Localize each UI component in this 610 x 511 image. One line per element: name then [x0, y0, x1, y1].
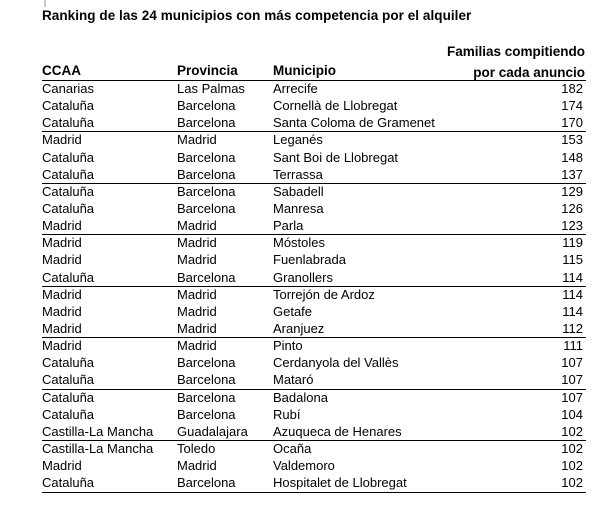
cell-provincia: Madrid	[177, 286, 217, 302]
table-row	[0, 80, 610, 97]
cell-provincia: Barcelona	[177, 355, 236, 371]
cell-ccaa: Cataluña	[42, 166, 95, 182]
cell-provincia: Barcelona	[177, 269, 236, 285]
cell-municipio: Mataró	[273, 372, 314, 388]
cell-municipio: Terrassa	[273, 166, 323, 182]
cell-provincia: Madrid	[177, 458, 217, 474]
cell-familias: 115	[562, 252, 583, 268]
cell-ccaa: Cataluña	[42, 98, 95, 114]
cell-ccaa: Cataluña	[42, 406, 95, 422]
cell-familias: 182	[561, 81, 583, 96]
cell-ccaa: Cataluña	[42, 200, 95, 216]
cell-municipio: Badalona	[273, 389, 328, 405]
cell-provincia: Madrid	[177, 338, 217, 354]
group-rule	[42, 286, 586, 287]
column-header-ccaa: CCAA	[42, 63, 81, 78]
cell-ccaa: Madrid	[42, 303, 82, 319]
page-title: Ranking de las 24 municipios con más competencia por el alquiler	[42, 8, 472, 23]
column-header-provincia: Provincia	[177, 63, 238, 78]
cell-municipio: Parla	[273, 218, 304, 234]
cell-municipio: Móstoles	[273, 235, 326, 251]
group-rule	[42, 183, 586, 184]
table-row	[0, 251, 610, 268]
cell-municipio: Leganés	[273, 132, 323, 148]
group-rule	[42, 389, 586, 390]
cell-familias: 137	[561, 166, 583, 182]
cell-familias: 119	[562, 235, 583, 251]
cell-familias: 114	[562, 286, 583, 302]
cell-provincia: Barcelona	[177, 475, 236, 491]
group-rule	[42, 234, 586, 235]
cell-ccaa: Madrid	[42, 252, 82, 268]
cell-provincia: Madrid	[177, 303, 217, 319]
column-header-familias	[385, 41, 585, 83]
cell-familias: 112	[562, 320, 583, 336]
group-rule	[42, 131, 586, 132]
table-row	[0, 474, 610, 491]
table-row	[0, 354, 610, 371]
cell-familias: 107	[561, 355, 583, 371]
cell-familias: 111	[563, 338, 583, 354]
table-row	[0, 166, 610, 183]
cell-familias: 153	[561, 132, 583, 148]
cell-provincia: Madrid	[177, 320, 217, 336]
cell-municipio: Ocaña	[273, 440, 312, 456]
cell-familias: 102	[561, 475, 583, 491]
cell-provincia: Barcelona	[177, 406, 236, 422]
cell-municipio: Getafe	[273, 303, 313, 319]
table-row	[0, 371, 610, 388]
table-row	[0, 97, 610, 114]
table-row	[0, 457, 610, 474]
cell-municipio: Rubí	[273, 406, 301, 422]
cell-municipio: Azuqueca de Henares	[273, 423, 402, 439]
cell-provincia: Madrid	[177, 252, 217, 268]
cell-municipio: Manresa	[273, 200, 324, 216]
cell-provincia: Madrid	[177, 132, 217, 148]
cell-ccaa: Cataluña	[42, 355, 95, 371]
cell-provincia: Barcelona	[177, 372, 236, 388]
cell-municipio: Fuenlabrada	[273, 252, 346, 268]
cell-provincia: Barcelona	[177, 149, 236, 165]
cell-ccaa: Cataluña	[42, 372, 95, 388]
group-rule	[42, 492, 586, 493]
cell-familias: 123	[561, 218, 583, 234]
cell-municipio: Sant Boi de Llobregat	[273, 149, 399, 165]
cell-familias: 174	[561, 98, 583, 114]
table-row	[0, 183, 610, 200]
cell-provincia: Barcelona	[177, 166, 236, 182]
cell-ccaa: Cataluña	[42, 475, 95, 491]
cell-ccaa: Cataluña	[42, 389, 95, 405]
cell-municipio: Aranjuez	[273, 320, 325, 336]
cell-municipio: Arrecife	[273, 81, 318, 96]
table-row	[0, 303, 610, 320]
cell-provincia: Barcelona	[177, 200, 236, 216]
cell-familias: 107	[561, 389, 583, 405]
cell-provincia: Las Palmas	[177, 81, 245, 96]
cell-familias: 102	[561, 440, 583, 456]
group-rule	[42, 440, 586, 441]
cell-ccaa: Madrid	[42, 458, 82, 474]
cell-familias: 129	[561, 183, 583, 199]
cell-municipio: Sabadell	[273, 183, 324, 199]
cell-ccaa: Castilla-La Mancha	[42, 423, 154, 439]
cell-ccaa: Madrid	[42, 286, 82, 302]
cell-provincia: Barcelona	[177, 183, 236, 199]
cell-provincia: Madrid	[177, 235, 217, 251]
table-row	[0, 286, 610, 303]
cell-familias: 114	[562, 303, 583, 319]
table-row	[0, 114, 610, 131]
table-row	[0, 389, 610, 406]
cell-provincia: Barcelona	[177, 115, 236, 131]
table-row	[0, 217, 610, 234]
column-header-municipio: Municipio	[273, 63, 336, 78]
cell-municipio: Torrejón de Ardoz	[273, 286, 375, 302]
margin-marker	[44, 0, 46, 7]
cell-municipio: Valdemoro	[273, 458, 335, 474]
cell-ccaa: Canarias	[42, 81, 95, 96]
table-row	[0, 269, 610, 286]
group-rule	[42, 337, 586, 338]
table-row	[0, 149, 610, 166]
cell-familias: 102	[561, 423, 583, 439]
cell-provincia: Barcelona	[177, 389, 236, 405]
cell-provincia: Barcelona	[177, 98, 236, 114]
cell-familias: 148	[561, 149, 583, 165]
cell-familias: 170	[561, 115, 583, 131]
table-row	[0, 337, 610, 354]
table-row	[0, 234, 610, 251]
cell-municipio: Pinto	[273, 338, 303, 354]
column-header-familias-line2: por cada anuncio	[473, 65, 585, 80]
cell-ccaa: Madrid	[42, 132, 82, 148]
cell-ccaa: Cataluña	[42, 183, 95, 199]
table-row	[0, 320, 610, 337]
cell-ccaa: Cataluña	[42, 115, 95, 131]
cell-ccaa: Madrid	[42, 338, 82, 354]
table-row	[0, 423, 610, 440]
table-row	[0, 200, 610, 217]
cell-familias: 114	[562, 269, 583, 285]
cell-municipio: Cornellà de Llobregat	[273, 98, 398, 114]
cell-ccaa: Madrid	[42, 320, 82, 336]
table-row	[0, 406, 610, 423]
cell-provincia: Guadalajara	[177, 423, 248, 439]
cell-ccaa: Cataluña	[42, 269, 95, 285]
cell-municipio: Santa Coloma de Gramenet	[273, 115, 435, 131]
cell-municipio: Hospitalet de Llobregat	[273, 475, 407, 491]
cell-familias: 104	[561, 406, 583, 422]
cell-familias: 126	[561, 200, 583, 216]
cell-provincia: Madrid	[177, 218, 217, 234]
cell-familias: 107	[561, 372, 583, 388]
cell-municipio: Cerdanyola del Vallès	[273, 355, 399, 371]
cell-municipio: Granollers	[273, 269, 333, 285]
cell-provincia: Toledo	[177, 440, 216, 456]
table-row	[0, 440, 610, 457]
cell-ccaa: Cataluña	[42, 149, 95, 165]
cell-ccaa: Madrid	[42, 218, 82, 234]
table-row	[0, 131, 610, 148]
cell-ccaa: Madrid	[42, 235, 82, 251]
cell-familias: 102	[561, 458, 583, 474]
cell-ccaa: Castilla-La Mancha	[42, 440, 154, 456]
column-header-familias-line1: Familias compitiendo	[446, 44, 585, 59]
